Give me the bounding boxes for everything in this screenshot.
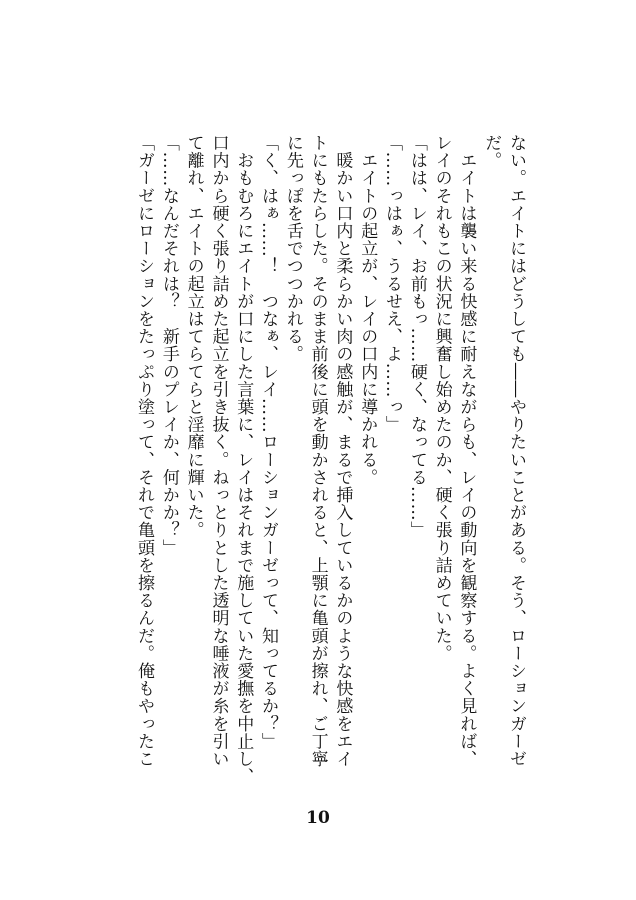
text-line-3: エイトは襲い来る快感に耐えながらも、レイの動向を観察する。よく見れば、 (456, 134, 477, 768)
text-line-2: だ。 (481, 134, 502, 170)
text-line-5: 「はは、レイ、お前もっ……硬く、なってる……」 (406, 134, 427, 539)
text-line-4: レイのそれもこの状況に興奮し始めたのか、硬く張り詰めていた。 (431, 134, 452, 662)
text-line-12: おもむろにエイトが口にした言葉に、レイはそれまで施していた愛撫を中止し、 (233, 134, 254, 786)
page-number: 10 (306, 808, 330, 828)
text-line-8: 暖かい口内と柔らかい肉の感触が、まるで挿入しているかのような快感をエイ (332, 134, 353, 768)
text-line-7: エイトの起立が、レイの口内に導かれる。 (357, 134, 378, 486)
text-line-9: トにもたらした。そのまま前後に頭を動かされると、上顎に亀頭が擦れ、ご丁寧 (307, 134, 328, 768)
text-line-14: て離れ、エイトの起立はてらてらと淫靡に輝いた。 (183, 134, 204, 539)
text-line-10: に先っぽを舌でつつかれる。 (282, 134, 303, 363)
text-line-1: ない。エイトにはどうしても――やりたいことがある。そう、ローションガーゼ (506, 134, 526, 768)
text-line-15: 「……なんだそれは？ 新手のプレイか、何かか？」 (158, 134, 179, 557)
text-line-6: 「……っはぁ、うるせえ、よ……っ」 (382, 134, 403, 434)
text-line-11: 「く、はぁ……！ つなぁ、レイ……ローションガーゼって、知ってるか？」 (258, 134, 279, 750)
vertical-text-block (100, 134, 528, 786)
text-line-13: 口内から硬く張り詰めた起立を引き抜く。ねっとりとした透明な唾液が糸を引い (208, 134, 229, 768)
text-line-16: 「ガーゼにローションをたっぷり塗って、それで亀頭を擦るんだ。俺もやったこ (134, 134, 155, 768)
